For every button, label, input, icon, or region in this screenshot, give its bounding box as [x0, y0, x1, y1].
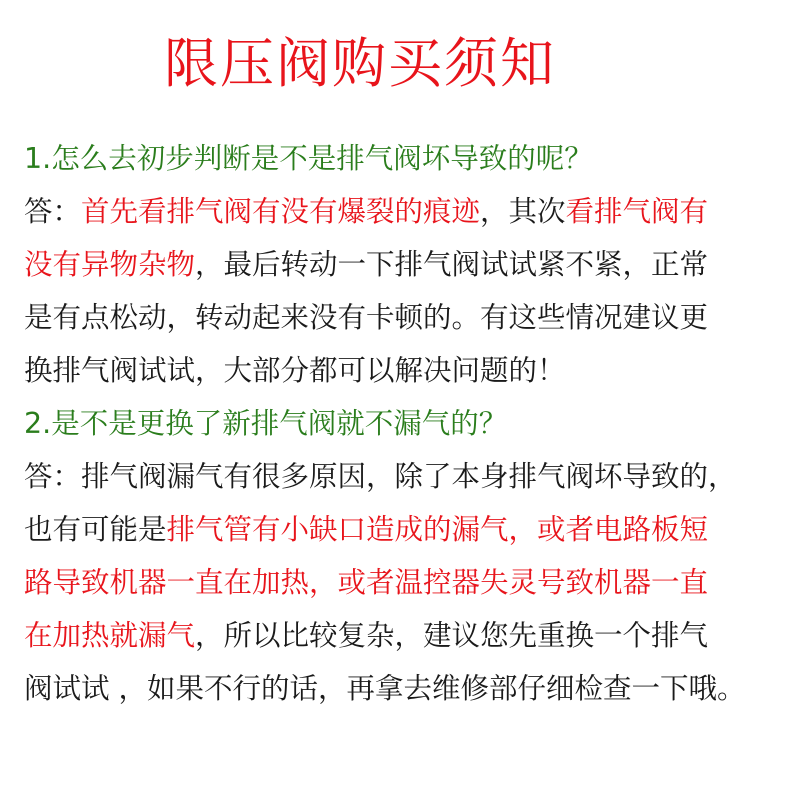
text-line	[24, 609, 784, 662]
highlight-text: 首先看排气阀有没有爆裂的痕迹	[81, 195, 481, 228]
highlight-text: 没有异物杂物	[24, 248, 196, 281]
text-line	[24, 291, 784, 344]
highlight-text: 看排气阀有	[565, 195, 709, 228]
text-line	[24, 397, 784, 450]
text-line	[24, 556, 784, 609]
text-line	[24, 450, 784, 503]
highlight-text: 排气管有小缺口造成的漏气，或者电路板短	[166, 513, 709, 546]
page-title: 限压阀购买须知	[164, 32, 556, 95]
question-text: 2.是不是更换了新排气阀就不漏气的？	[24, 407, 508, 440]
body-text: 是有点松动，转动起来没有卡顿的。有这些情况建议更	[24, 301, 709, 334]
highlight-text: 路导致机器一直在加热，或者温控器失灵号致机器一直	[24, 566, 709, 599]
highlight-text: 在加热就漏气	[24, 619, 196, 652]
text-line	[24, 132, 784, 185]
body-text: 换排气阀试试，大部分都可以解决问题的！	[24, 354, 566, 387]
question-text: 1.怎么去初步判断是不是排气阀坏导致的呢？	[24, 142, 593, 175]
body-text: 答：	[24, 195, 82, 228]
text-line	[24, 503, 784, 556]
body-text: ，最后转动一下排气阀试试紧不紧，正常	[195, 248, 709, 281]
notice-body	[24, 132, 784, 715]
text-line	[24, 185, 784, 238]
body-text: 答：排气阀漏气有很多原因，除了本身排气阀坏导致的，	[24, 460, 737, 493]
text-line	[24, 238, 784, 291]
text-line	[24, 662, 784, 715]
body-text: ，所以比较复杂，建议您先重换一个排气	[195, 619, 709, 652]
text-line	[24, 344, 784, 397]
body-text: ，其次	[480, 195, 566, 228]
body-text: 也有可能是	[24, 513, 167, 546]
body-text: 阀试试 ，如果不行的话，再拿去维修部仔细检查一下哦。	[24, 672, 746, 705]
